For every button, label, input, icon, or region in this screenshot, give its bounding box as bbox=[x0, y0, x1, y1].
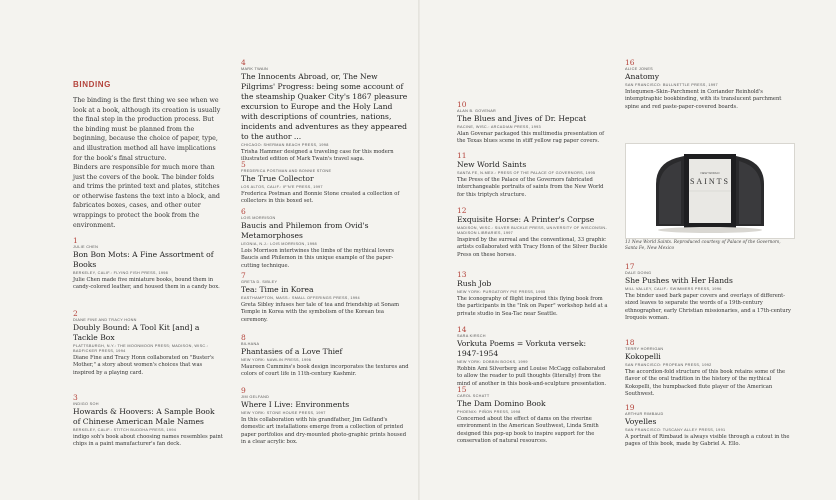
entry-author: ARTHUR RIMBAUD bbox=[625, 412, 664, 416]
entry-title: Howards & Hoovers: A Sample Book of Chinese American Male Names bbox=[73, 407, 215, 426]
entry-number: 19 bbox=[625, 403, 635, 412]
entry-number: 7 bbox=[241, 271, 246, 280]
entry-number: 16 bbox=[625, 58, 635, 67]
entry-title: Rush Job bbox=[457, 279, 492, 288]
entry-author: FREDERICA POSTMAN AND BONNIE STONE bbox=[241, 169, 332, 173]
entry-description: The iconography of flight inspired this flying book from the participants in the "Ink on Paper" workshop held at a private studio in Sea-Tac near Seattle. bbox=[457, 296, 608, 317]
entry-number: 10 bbox=[457, 100, 467, 109]
entry-title: She Pushes with Her Hands bbox=[625, 276, 733, 285]
entry-10 bbox=[457, 100, 609, 146]
entry-number: 4 bbox=[241, 58, 246, 67]
panel-title: SAINTS bbox=[689, 177, 731, 186]
entry-author: JIM GELFAND bbox=[241, 395, 270, 399]
entry-title: The Innocents Abroad, or, The New Pilgrims' Progress: being some account of the steamship Quaker City's 1867 pleasure excursion to Europe and the Holy Land with descriptions of countries, nations, incidents and adventures as they appeared to the author ... bbox=[241, 72, 408, 141]
intro-paragraph-1: The binding is the first thing we see when we look at a book, although its creation is usually the final step in the production process. But the binding must be planned from the beginning, because the choice of paper, type, and illustration method all have implications for the book's final structure. bbox=[73, 97, 221, 162]
entry-description: Robbin Ami Silverberg and Louise McCagg collaborated to allow the reader to pull thoughts (literally) from the mind of another in this book-and-sculpture presentation. bbox=[457, 366, 607, 387]
entry-author: CAROL SCHATT bbox=[457, 394, 490, 398]
entry-number: 3 bbox=[73, 393, 78, 402]
entry-publisher: PHOENIX: PIÑON PRESS, 1998 bbox=[457, 410, 521, 414]
entry-description: Maureen Cummins's book design incorporates the textures and colors of court life in 11th-century Kashmir. bbox=[241, 364, 409, 378]
entry-title: Bon Bon Mots: A Fine Assortment of Books bbox=[73, 250, 214, 269]
entry-number: 14 bbox=[457, 325, 467, 334]
entry-author: SARA KIRSCH bbox=[457, 334, 486, 338]
entry-publisher: EASTHAMPTON, MASS.: SMALL OFFERINGS PRESS, 1994 bbox=[241, 296, 360, 300]
entry-description: Alan Govenar packaged this multimedia presentation of the Texas blues scene in stiff yellow rag paper covers. bbox=[457, 131, 605, 145]
entry-number: 11 bbox=[457, 151, 467, 160]
entry-number: 8 bbox=[241, 333, 246, 342]
entry-description: The accordion-fold structure of this book retains some of the flavor of the oral tradition in the history of the mythical Kokopelli, the humpbacked flute player of the American Southwest. bbox=[625, 369, 786, 398]
entry-description: Greta Sibley infuses her tale of tea and friendship at Sonam Temple in Korea with the symbolism of the Korean tea ceremony. bbox=[241, 302, 400, 323]
section-heading: BINDING bbox=[73, 80, 111, 89]
entry-number: 9 bbox=[241, 386, 246, 395]
entry-description: The binder used bark paper covers and overlays of different-sized leaves to separate the words of a 19th-century ethnographer, early Christian missionaries, and a 17th-century Iroquois woman. bbox=[625, 293, 791, 322]
triptych-photo bbox=[625, 143, 795, 239]
entry-3 bbox=[73, 393, 223, 449]
entry-5 bbox=[241, 160, 409, 206]
entry-publisher: CHICAGO: SHERMAN BEACH PRESS, 1998 bbox=[241, 143, 329, 147]
entry-18 bbox=[625, 338, 793, 399]
entry-description: In this collaboration with his grandfather, Jim Gelfand's domestic art installations emerge from a collection of printed paper portfolios and dry-mounted photo-graphic prints housed in a clear acrylic box. bbox=[241, 417, 407, 446]
entry-12 bbox=[457, 206, 609, 259]
entry-description: Frederica Postman and Bonnie Stone created a collection of collectors in this boxed set. bbox=[241, 191, 400, 205]
entry-17 bbox=[625, 262, 793, 323]
entry-publisher: BERKELEY, CALIF.: FLYING FISH PRESS, 1998 bbox=[73, 271, 169, 275]
entry-author: JULIE CHEN bbox=[73, 245, 99, 249]
entry-author: ALICE JONES bbox=[625, 67, 653, 71]
entry-publisher: NEW YORK: NAWLIN PRESS, 1996 bbox=[241, 358, 312, 362]
entry-description: Lois Morrison intertwines the limbs of the mythical lovers Baucis and Philemon in this unique example of the paper-cutting technique. bbox=[241, 248, 394, 269]
entry-number: 18 bbox=[625, 338, 635, 347]
entry-title: Baucis and Philemon from Ovid's Metamorphoses bbox=[241, 221, 369, 240]
entry-number: 12 bbox=[457, 206, 467, 215]
entry-description: indigo soh's book about choosing names resembles paint chips in a paint manufacturer's fan deck. bbox=[73, 434, 223, 448]
entry-publisher: SANTA FE, N.MEX.: PRESS OF THE PALACE OF GOVERNORS, 1995 bbox=[457, 171, 596, 175]
entry-title: Where I Live: Environments bbox=[241, 400, 350, 409]
entry-title: The True Collector bbox=[241, 174, 314, 183]
entry-author: ALAN B. GOVENAR bbox=[457, 109, 497, 113]
triptych-illustration bbox=[626, 144, 794, 238]
entry-14 bbox=[457, 325, 609, 388]
entry-4 bbox=[241, 58, 409, 164]
entry-title: Exquisite Horse: A Printer's Corpse bbox=[457, 215, 595, 224]
entry-publisher: LOS ALTOS, CALIF.: IF'N'E PRESS, 1997 bbox=[241, 185, 323, 189]
entry-number: 6 bbox=[241, 207, 246, 216]
entry-publisher: RACINE, WISC.: ARCADIAN PRESS, 1993 bbox=[457, 125, 541, 129]
entry-author: INDIGO SOH bbox=[73, 402, 99, 406]
entry-publisher: PLATTSBURGH, N.Y.: THE MOONMOON PRESS; MADISON, WISC.: BADFICKER PRESS, 1994 bbox=[73, 344, 209, 353]
entry-title: The Dam Domino Book bbox=[457, 399, 546, 408]
entry-title: New World Saints bbox=[457, 160, 527, 169]
entry-description: A portrait of Rimbaud is always visible through a cutout in the pages of this book, made by Gabriel A. Ello. bbox=[625, 434, 790, 448]
entry-publisher: SAN FRANCISCO: BULLNETTLE PRESS, 1997 bbox=[625, 83, 718, 87]
entry-description: The Press of the Palace of the Governors fabricated interchangeable portraits of saints from the New World for this triptych structure. bbox=[457, 177, 604, 198]
entry-author: GRETA D. SIBLEY bbox=[241, 280, 278, 284]
entry-title: The Blues and Jives of Dr. Hepcat bbox=[457, 114, 587, 123]
panel-subtitle: NEW WORLD bbox=[700, 171, 720, 175]
entry-number: 1 bbox=[73, 236, 78, 245]
entry-title: Phantasies of a Love Thief bbox=[241, 347, 343, 356]
entry-9 bbox=[241, 386, 409, 447]
entry-title: Anatomy bbox=[625, 72, 660, 81]
entry-11 bbox=[457, 151, 609, 199]
entry-15 bbox=[457, 385, 609, 446]
entry-publisher: NEW YORK: PURGATORY PIE PRESS, 1995 bbox=[457, 290, 546, 294]
entry-title: Kokopelli bbox=[625, 352, 661, 361]
entry-author: LOIS MORRISON bbox=[241, 216, 276, 220]
entry-title: Doubly Bound: A Tool Kit [and] a Tackle Box bbox=[73, 323, 200, 342]
intro-paragraph-2: Binders are responsible for much more than just the covers of the book. The binder folds and trims the printed text and plates, stitches or otherwise fastens the text into a block, and fabricates boxes, cases, and other outer wrappings to protect the book from the environment. bbox=[73, 164, 220, 229]
entry-description: Julie Chen made five miniature books, bound them in candy-colored leather, and housed them in a candy box. bbox=[73, 277, 220, 291]
entry-number: 13 bbox=[457, 270, 467, 279]
entry-title: Voyelles bbox=[625, 417, 657, 426]
entry-number: 5 bbox=[241, 160, 246, 169]
entry-publisher: SAN FRANCISCO: PROPEAN PRESS, 1992 bbox=[625, 363, 712, 367]
entry-7 bbox=[241, 271, 409, 324]
entry-number: 2 bbox=[73, 309, 78, 318]
entry-publisher: LEONIA, N.J.: LOIS MORRISON, 1998 bbox=[241, 242, 317, 246]
entry-publisher: MADISON, WISC.: SILVER BUCKLE PRESS, UNIVERSITY OF WISCONSIN-MADISON LIBRARIES, 1997 bbox=[457, 226, 608, 235]
entry-author: TERRY HORRIGAN bbox=[625, 347, 664, 351]
entry-1 bbox=[73, 236, 223, 292]
entry-author: DALE DOING bbox=[625, 271, 652, 275]
entry-number: 17 bbox=[625, 262, 635, 271]
entry-author: MARK TWAIN bbox=[241, 67, 269, 71]
entry-8 bbox=[241, 333, 409, 379]
entry-6 bbox=[241, 207, 409, 270]
entry-publisher: MILL VALLEY, CALIF.: SWIMMERS PRESS, 1996 bbox=[625, 287, 722, 291]
entry-description: Diane Fine and Tracy Honn collaborated on "Buster's Mother," a story about women's choices that was inspired by a playing card. bbox=[73, 355, 214, 376]
entry-publisher: NEW YORK: STONE HOUSE PRESS, 1997 bbox=[241, 411, 326, 415]
entry-title: Vorkuta Poems = Vorkuta versek: 1947-1954 bbox=[457, 339, 587, 358]
entry-13 bbox=[457, 270, 609, 318]
page-gutter bbox=[418, 0, 420, 500]
entry-description: Inspired by the surreal and the conventional, 33 graphic artists collaborated with Tracy Honn of the Silver Buckle Press on these horses. bbox=[457, 237, 608, 258]
entry-description: Concerned about the effect of dams on the riverine environment in the American Southwest, Linda Smith designed this pop-up book to inspire support for the conservation of natural resources. bbox=[457, 416, 599, 445]
entry-description: Intequmen–Skin–Parchment in Coriander Reinhold's intemptraphic bookbinding, with its translucent parchment spine and red paste-paper-covered boards. bbox=[625, 89, 782, 110]
entry-description: Trisha Hammer designed a traveling case for this modern illustrated edition of Mark Twain's travel saga. bbox=[241, 149, 394, 163]
entry-publisher: BERKELEY, CALIF.: STITCH BUDDHA PRESS, 1994 bbox=[73, 428, 177, 432]
figure-caption: 11 New World Saints. Reproduced courtesy of Palace of the Governors, Santa Fe, New Mexico bbox=[625, 240, 781, 251]
entry-16 bbox=[625, 58, 793, 111]
entry-publisher: NEW YORK: DOBBIN BOOKS, 1999 bbox=[457, 360, 528, 364]
entry-title: Tea: Time in Korea bbox=[241, 285, 314, 294]
entry-author: BILHANA bbox=[241, 342, 260, 346]
entry-publisher: SAN FRANCISCO: TUSCANY ALLEY PRESS, 1991 bbox=[625, 428, 726, 432]
entry-19 bbox=[625, 403, 793, 449]
entry-author: DIANE FINE AND TRACY HONN bbox=[73, 318, 137, 322]
entry-2 bbox=[73, 309, 223, 377]
entry-number: 15 bbox=[457, 385, 467, 394]
